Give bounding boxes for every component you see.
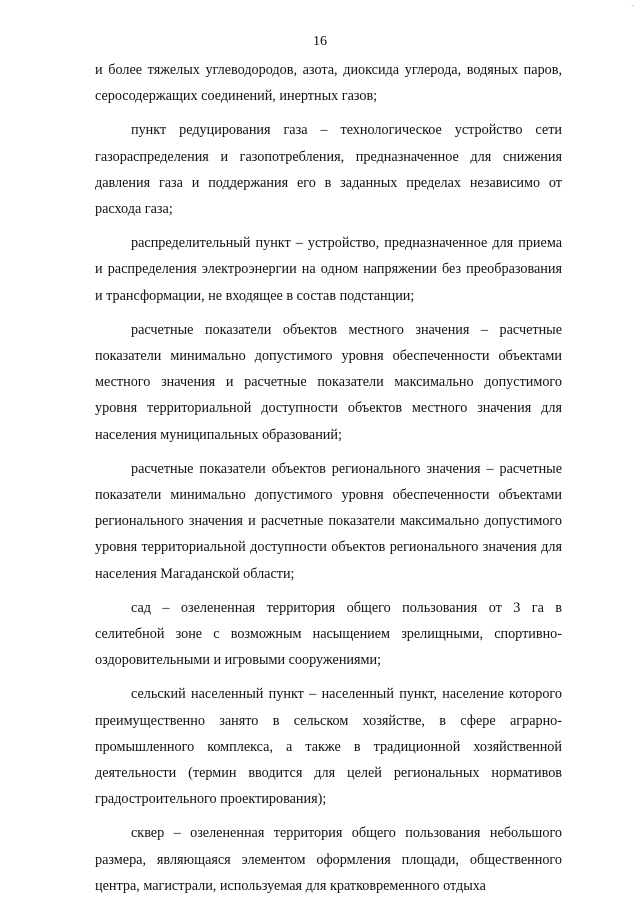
paragraph-local-indicators: расчетные показатели объектов местного значения – расчетные показатели минимально допустимого уровня обеспеченности объектами местного значения и расчетные показатели максимально допустимого уровня территориальной доступности объектов местного значения для населения муниципальных образований;	[95, 321, 562, 443]
paragraph-gas-reduction-point: пункт редуцирования газа – технологическое устройство сети газораспределения и газопотребления, предназначенное для снижения давления газа и поддержания его в заданных пределах независимо от расхода газа;	[95, 122, 562, 218]
body-text	[95, 57, 562, 907]
paragraph-continuation: и более тяжелых углеводородов, азота, диоксида углерода, водяных паров, серосодержащих соединений, инертных газов;	[95, 62, 562, 105]
paragraph-garden: сад – озелененная территория общего пользования от 3 га в селитебной зоне с возможным насыщением зрелищными, спортивно-оздоровительными и игровыми сооружениями;	[95, 599, 562, 669]
paragraph-square: сквер – озелененная территория общего пользования небольшого размера, являющаяся элементом оформления площади, общественного центра, магистрали, используемая для кратковременного отдыха	[95, 825, 562, 894]
page-number: 16	[313, 34, 327, 49]
paragraph-rural-settlement: сельский населенный пункт – населенный пункт, население которого преимущественно занято в сельском хозяйстве, в сфере аграрно-промышленного комплекса, а также в традиционной хозяйственной деятельности (термин вводится для целей региональных нормативов градостроительного проектирования);	[95, 686, 562, 808]
paragraph-regional-indicators: расчетные показатели объектов регионального значения – расчетные показатели минимально допустимого уровня обеспеченности объектами регионального значения и расчетные показатели максимально допустимого уровня территориальной доступности объектов регионального значения для населения Магаданской области;	[95, 460, 562, 582]
paragraph-distribution-point: распределительный пункт – устройство, предназначенное для приема и распределения электроэнергии на одном напряжении без преобразования и трансформации, не входящее в состав подстанции;	[95, 235, 562, 304]
corner-mark: ˆ	[631, 4, 634, 12]
